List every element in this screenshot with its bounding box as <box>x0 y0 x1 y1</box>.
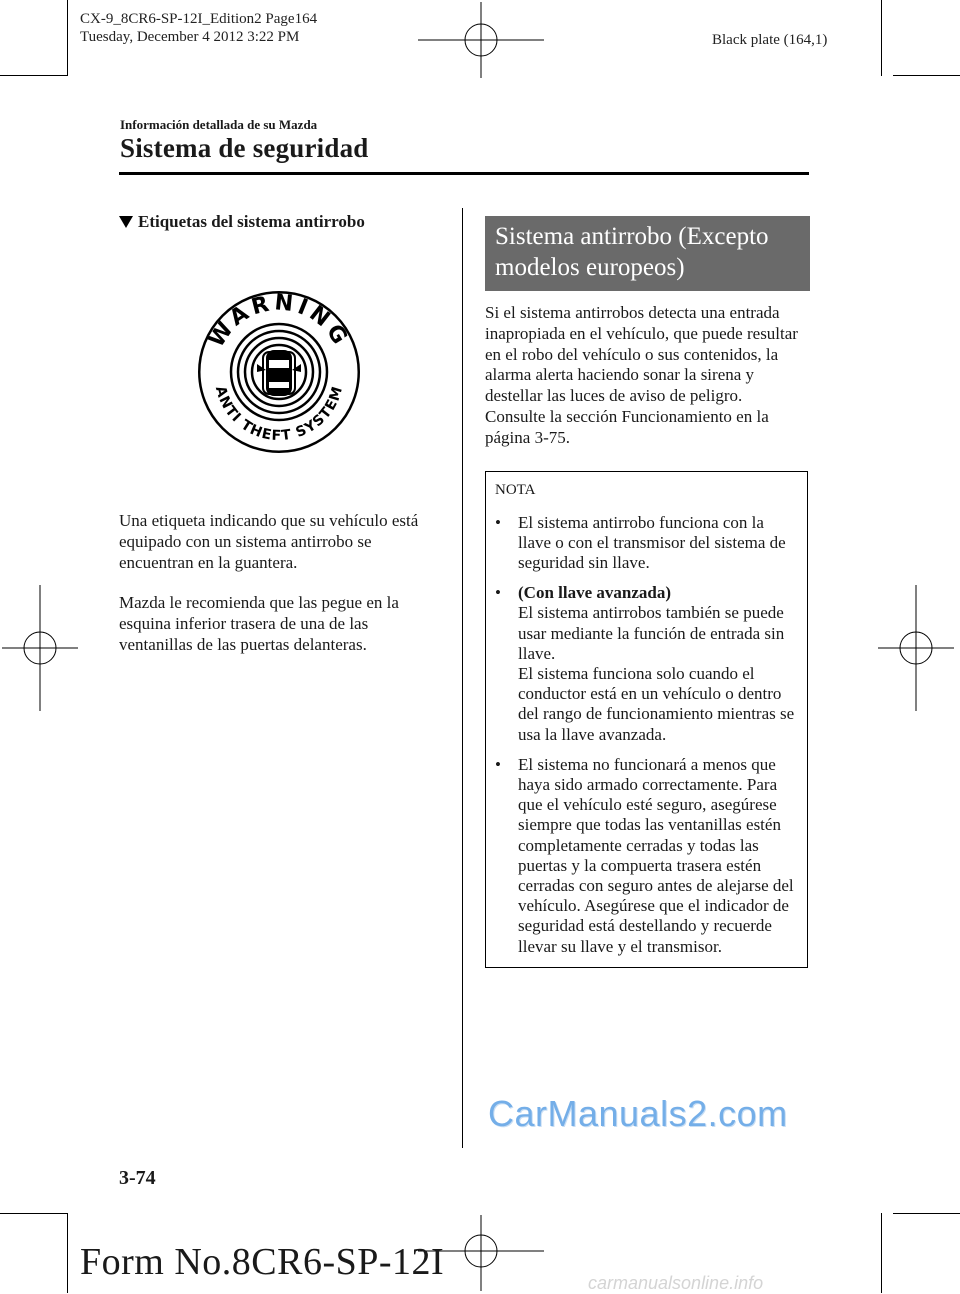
watermark-logo: CarManuals2.com <box>488 1093 788 1134</box>
note-box <box>485 471 808 968</box>
paragraph-2: Mazda le recomienda que las pegue en la esquina inferior trasera de una de las ventanillas de las puertas delanteras. <box>119 593 399 654</box>
form-number: Form No.8CR6-SP-12I <box>80 1241 445 1283</box>
note-bullet-text: El sistema antirrobos también se puede usar mediante la función de entrada sin llave. <box>518 603 785 663</box>
page-title: Sistema de seguridad <box>120 133 369 163</box>
section-heading-box: Sistema antirrobo (Excepto modelos europeos) <box>485 216 810 291</box>
triangle-bullet-icon <box>119 216 133 228</box>
note-bullet-text: El sistema no funcionará a menos que haya sido armado correctamente. Para que el vehículo esté seguro, asegúrese siempre que todas las ventanillas estén completamente cerradas y todas las puertas y la compuerta trasera estén cerradas con seguro antes de alejarse del vehículo. Asegúrese que el indicador de seguridad está destellando y recuerde llevar su llave y el transmisor. <box>518 754 794 956</box>
paragraph-1: Una etiqueta indicando que su vehículo está equipado con un sistema antirrobo se encuentran en la guantera. <box>119 511 419 572</box>
black-plate-label: Black plate (164,1) <box>712 32 828 48</box>
bullet-dot-icon: • <box>495 754 501 774</box>
note-bullet-2 <box>495 583 801 745</box>
note-title: NOTA <box>495 481 536 498</box>
note-bullet-1 <box>495 513 801 574</box>
header-rule <box>119 172 809 175</box>
note-bullet-text: El sistema funciona solo cuando el conductor está en un vehículo o dentro del rango de funcionamiento mientras se usa la llave avanzada. <box>518 664 795 744</box>
print-info-line2: Tuesday, December 4 2012 3:22 PM <box>80 29 300 45</box>
subheading <box>119 212 439 232</box>
note-bullet-3 <box>495 755 801 957</box>
section-label: Información detallada de su Mazda <box>120 117 318 132</box>
page-reference: Consulte la sección Funcionamiento en la página 3-75. <box>485 406 769 447</box>
registration-mark-top <box>418 0 544 80</box>
left-column <box>119 212 439 656</box>
right-column <box>485 212 810 968</box>
registration-mark-left <box>0 585 80 711</box>
right-paragraph: Si el sistema antirrobos detecta una entrada inapropiada en el vehículo, que puede resultar en el robo del vehículo o sus contenidos, la alarma alerta haciendo sonar la sirena y destellar las luces de aviso de peligro. <box>485 303 798 406</box>
subheading-text: Etiquetas del sistema antirrobo <box>138 212 365 231</box>
note-bullet-text: El sistema antirrobo funciona con la llave o con el transmisor del sistema de seguridad sin llave. <box>518 512 786 572</box>
badge-bottom-text: ANTI THEFT SYSTEM <box>211 384 347 445</box>
bullet-dot-icon: • <box>495 512 501 532</box>
print-info-line1: CX-9_8CR6-SP-12I_Edition2 Page164 <box>80 11 318 27</box>
bullet-dot-icon: • <box>495 583 501 603</box>
column-divider <box>462 208 463 1148</box>
bottom-watermark: carmanualsonline.info <box>588 1273 764 1293</box>
note-bullet-heading: (Con llave avanzada) <box>518 583 671 603</box>
anti-theft-label-image <box>197 290 361 454</box>
registration-mark-right <box>876 585 956 711</box>
badge-top-text: WARNING <box>204 290 354 353</box>
print-info <box>80 10 317 46</box>
car-alarm-icon <box>231 324 327 420</box>
page-number: 3-74 <box>119 1167 156 1189</box>
